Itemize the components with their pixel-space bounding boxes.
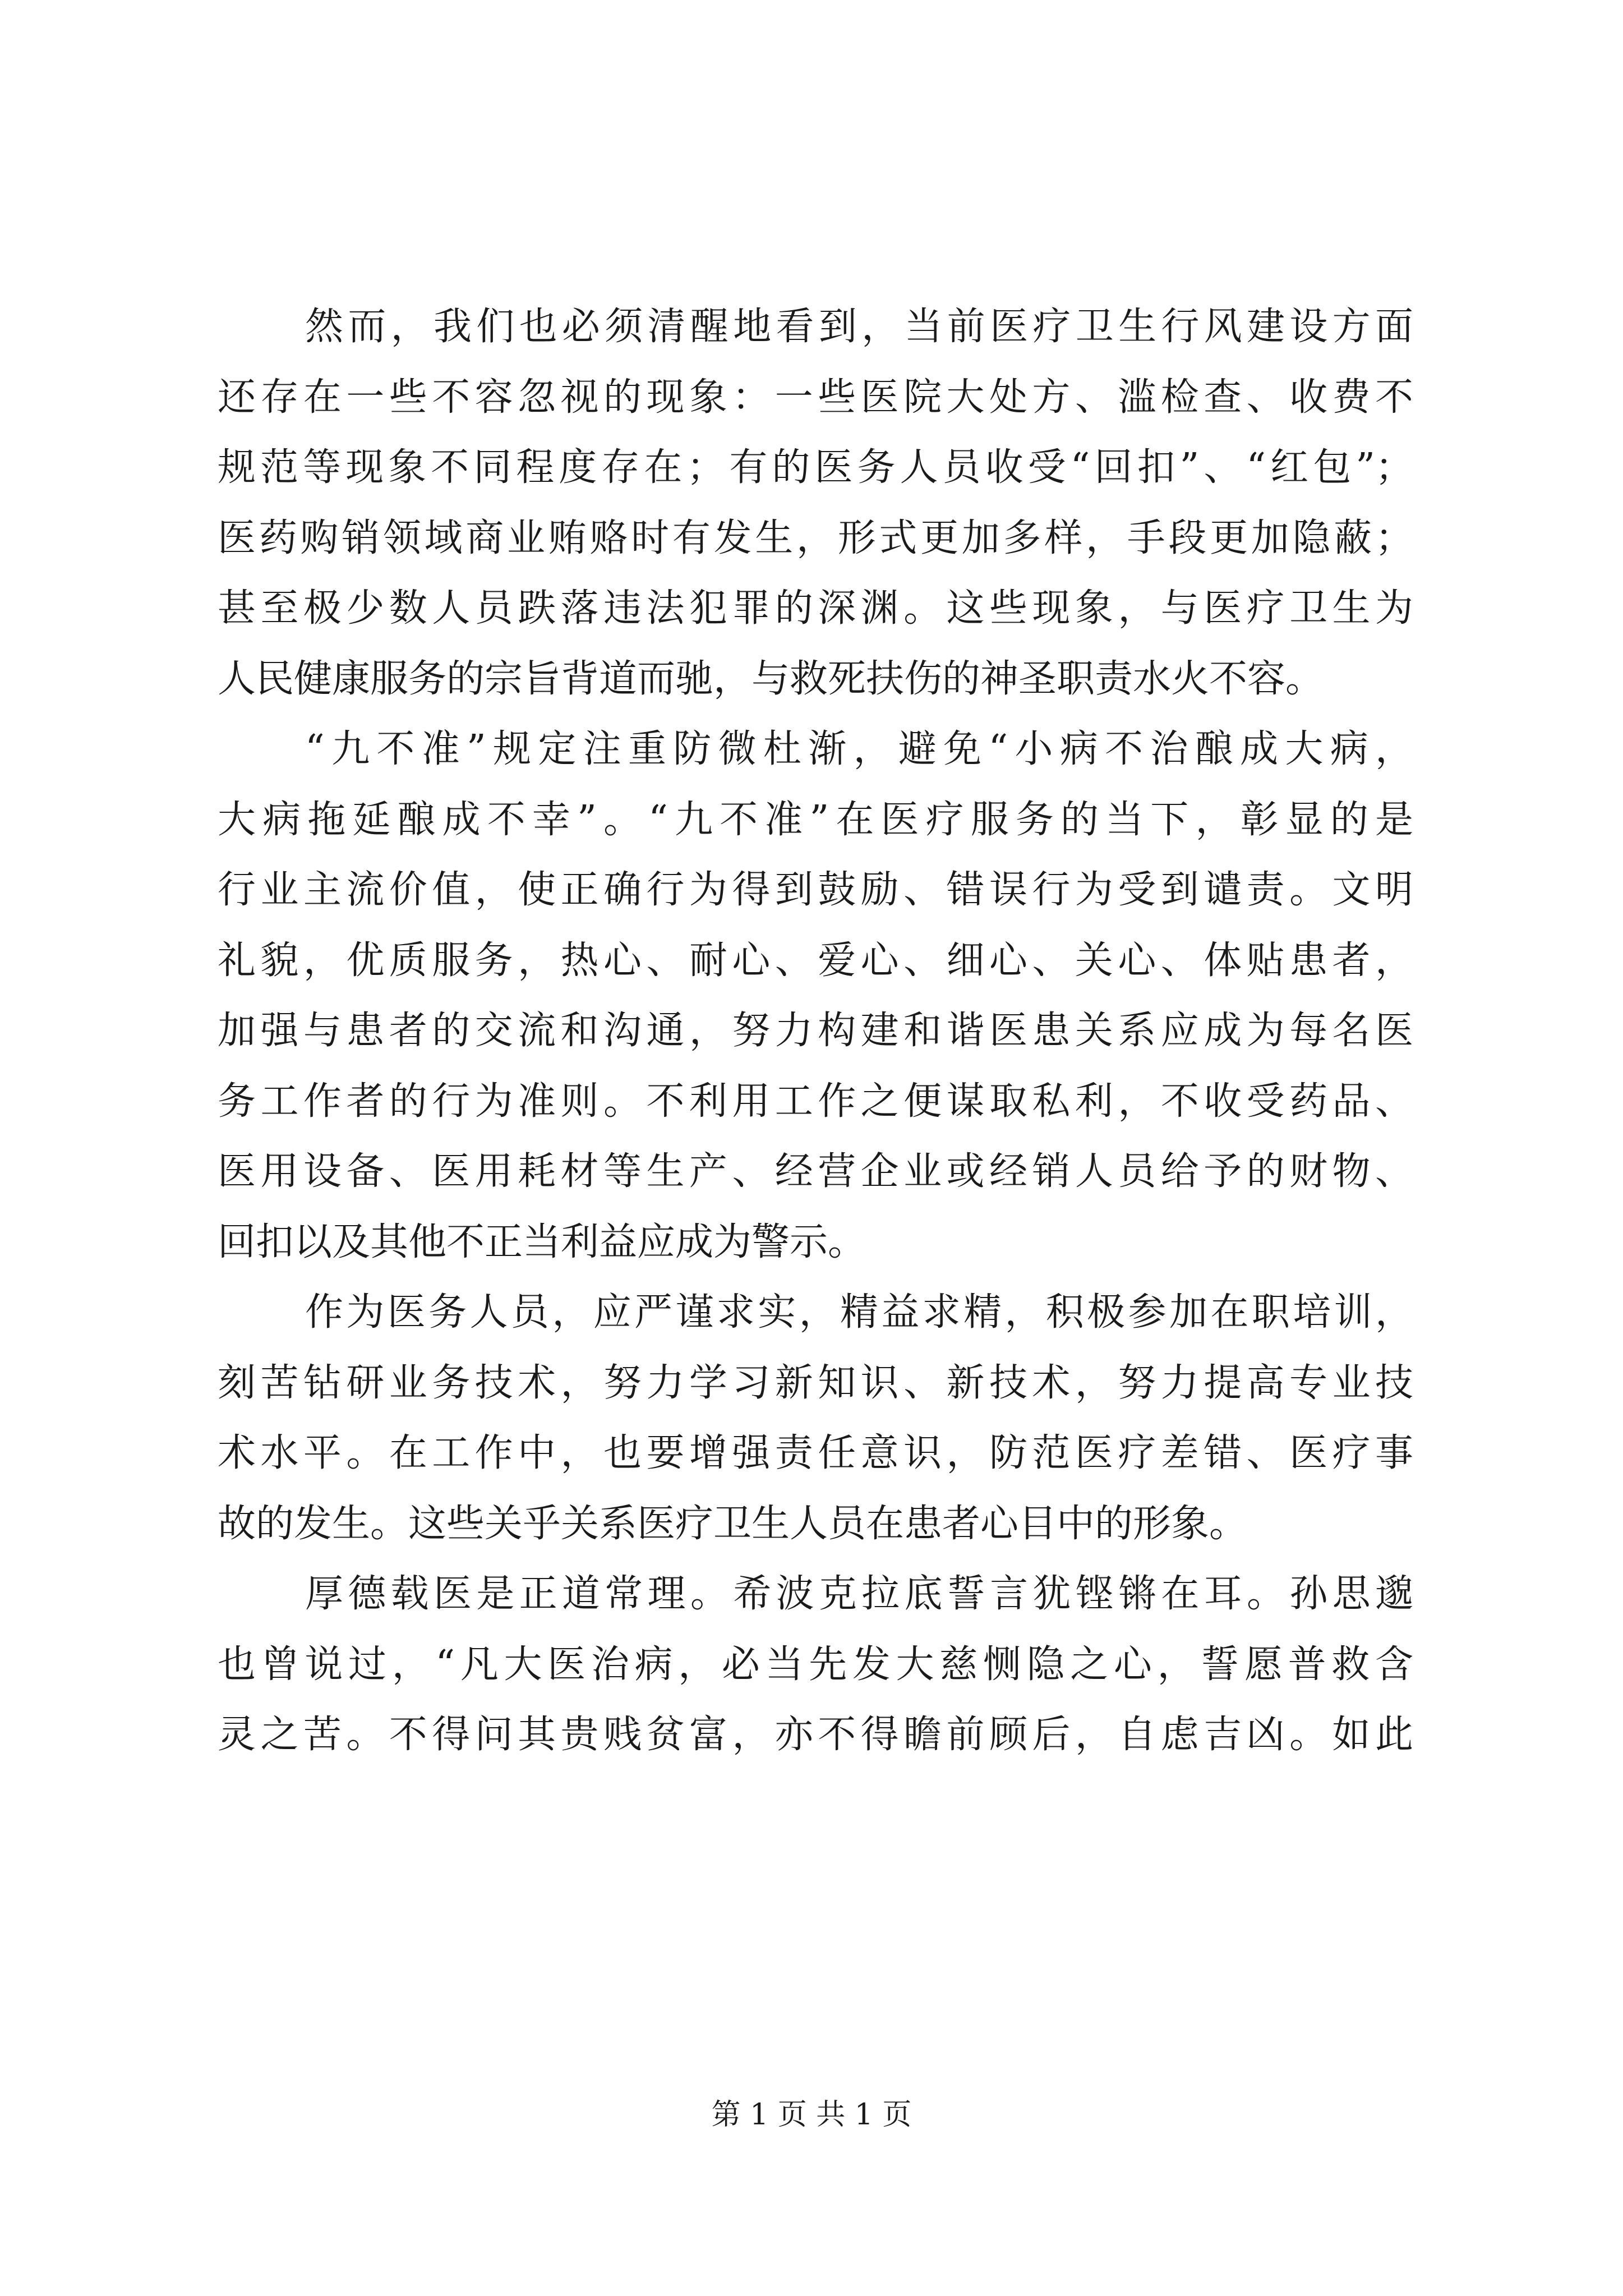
text-line: 大病拖延酿成不幸”。“九不准”在医疗服务的当下，彰显的是	[218, 797, 1413, 842]
text-line: 医用设备、医用耗材等生产、经营企业或经销人员给予的财物、	[218, 1149, 1413, 1194]
paragraph-3	[218, 1277, 1413, 1559]
text-line: 行业主流价值，使正确行为得到鼓励、错误行为受到谴责。文明	[218, 868, 1413, 912]
text-line: 务工作者的行为准则。不利用工作之便谋取私利，不收受药品、	[218, 1079, 1413, 1124]
text-line: 礼貌，优质服务，热心、耐心、爱心、细心、关心、体贴患者，	[218, 938, 1413, 983]
text-line: “九不准”规定注重防微杜渐，避免“小病不治酿成大病，	[305, 727, 1413, 771]
text-line: 还存在一些不容忽视的现象：一些医院大处方、滥检查、收费不	[218, 375, 1413, 420]
text-line: 刻苦钻研业务技术，努力学习新知识、新技术，努力提高专业技	[218, 1360, 1413, 1405]
document-body	[218, 292, 1413, 1770]
text-line: 厚德载医是正道常理。希波克拉底誓言犹铿锵在耳。孙思邈	[305, 1572, 1413, 1616]
text-line: 也曾说过，“凡大医治病，必当先发大慈恻隐之心，誓愿普救含	[218, 1642, 1413, 1687]
text-line: 加强与患者的交流和沟通，努力构建和谐医患关系应成为每名医	[218, 1009, 1413, 1053]
text-line: 回扣以及其他不正当利益应成为警示。	[218, 1220, 866, 1264]
text-line: 规范等现象不同程度存在；有的医务人员收受“回扣”、“红包”；	[218, 445, 1413, 490]
text-line: 甚至极少数人员跌落违法犯罪的深渊。这些现象，与医疗卫生为	[218, 586, 1413, 631]
text-line: 灵之苦。不得问其贵贱贫富，亦不得瞻前顾后，自虑吉凶。如此	[218, 1713, 1413, 1757]
text-line: 医药购销领域商业贿赂时有发生，形式更加多样，手段更加隐蔽；	[218, 516, 1413, 560]
text-line: 然而，我们也必须清醒地看到，当前医疗卫生行风建设方面	[305, 305, 1413, 349]
paragraph-2	[218, 714, 1413, 1277]
paragraph-1	[218, 292, 1413, 714]
page-footer: 第 1 页 共 1 页	[711, 2098, 912, 2132]
text-line: 故的发生。这些关乎关系医疗卫生人员在患者心目中的形象。	[218, 1501, 1248, 1546]
paragraph-4	[218, 1559, 1413, 1770]
text-line: 术水平。在工作中，也要增强责任意识，防范医疗差错、医疗事	[218, 1431, 1413, 1475]
text-line: 作为医务人员，应严谨求实，精益求精，积极参加在职培训，	[305, 1290, 1413, 1335]
text-line: 人民健康服务的宗旨背道而驰，与救死扶伤的神圣职责水火不容。	[218, 656, 1324, 701]
